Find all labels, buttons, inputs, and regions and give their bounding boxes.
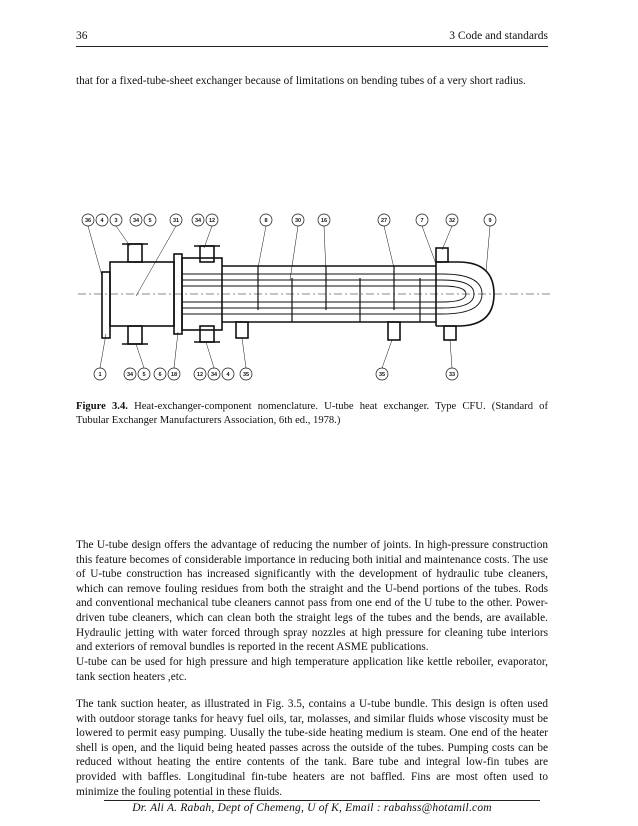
callout-label: 32 bbox=[448, 218, 456, 224]
figure-caption bbox=[76, 400, 548, 428]
callout-label: 33 bbox=[448, 372, 456, 378]
callout-label: 16 bbox=[320, 218, 328, 224]
callout-label: 12 bbox=[196, 372, 204, 378]
page-number: 36 bbox=[76, 30, 88, 42]
callout-label: 34 bbox=[132, 218, 140, 224]
callout-label: 34 bbox=[210, 372, 218, 378]
footer-rule bbox=[104, 800, 540, 801]
callout-label: 9 bbox=[488, 218, 492, 224]
callout-label: 5 bbox=[142, 372, 146, 378]
callout-label: 35 bbox=[242, 372, 250, 378]
exchanger-drawing bbox=[76, 206, 552, 390]
callout-label: 35 bbox=[378, 372, 386, 378]
callout-label: 12 bbox=[208, 218, 216, 224]
callout-label: 30 bbox=[294, 218, 302, 224]
paragraph-u-tube-uses: U-tube can be used for high pressure and high temperature application like kettle reboiler, evaporator, tank section heaters ,etc. bbox=[76, 656, 548, 683]
callout-label: 34 bbox=[194, 218, 202, 224]
intro-paragraph: that for a fixed-tube-sheet exchanger because of limitations on bending tubes of a very short radius. bbox=[76, 75, 526, 87]
callout-label: 36 bbox=[84, 218, 92, 224]
callout-label: 31 bbox=[172, 218, 180, 224]
callout-label: 4 bbox=[226, 372, 230, 378]
callout-label: 8 bbox=[264, 218, 268, 224]
figure-label: Figure 3.4. bbox=[76, 401, 128, 412]
callout-label: 1 bbox=[98, 372, 102, 378]
paragraph-u-tube-design: The U-tube design offers the advantage of reducing the number of joints. In high-pressure construction this feature becomes of considerable importance in reducing both initial and maintenance costs. The use of U-tube construction has increased significantly with the development of hydraulic tube cleaners, which can remove fouling residues from both the straight and the U-bend portions of the tubes. Rods and conventional mechanical tube cleaners cannot pass from one end of the U tube to the other. Power-driven tube cleaners, which can clean both the straight legs of the tubes and the bends, are available. Hydraulic jetting with water forced through spray nozzles at high pressure for cleaning tube interiors and exteriors of removal bundles is reported in the recent ASME publications. bbox=[76, 539, 548, 654]
page-footer bbox=[76, 800, 548, 818]
callout-label: 34 bbox=[126, 372, 134, 378]
u-tube-exchanger-figure bbox=[76, 206, 552, 390]
paragraph-tank-suction-heater: The tank suction heater, as illustrated in Fig. 3.5, contains a U-tube bundle. This design is often used with outdoor storage tanks for heavy fuel oils, tar, molasses, and similar fluids whose viscosity must be lowered to permit easy pumping. Uusally the tube-side heating medium is steam. One end of the heater shell is open, and the liquid being heated passes across the outside of the tubes. Pumping costs can be reduced without heating the entire contents of the tank. Bare tube and integral low-fin tubes are provided with baffles. Longitudinal fin-tube heaters are not baffled. Fins are most often used to minimize the fouling potential in these fluids. bbox=[76, 698, 548, 798]
running-header bbox=[76, 30, 548, 47]
callout-label: 7 bbox=[420, 218, 424, 224]
caption-text: Heat-exchanger-component nomenclature. U-tube heat exchanger. Type CFU. (Standard of Tubular Exchanger Manufacturers Association, 6th ed., 1978.) bbox=[76, 401, 548, 426]
callout-label: 27 bbox=[380, 218, 388, 224]
callout-label: 18 bbox=[170, 372, 178, 378]
callout-label: 3 bbox=[114, 218, 118, 224]
chapter-title: 3 Code and standards bbox=[449, 30, 548, 42]
callout-label: 5 bbox=[148, 218, 152, 224]
footer-author-line: Dr. Ali A. Rabah, Dept of Chemeng, U of K, Email : rabahss@hotamil.com bbox=[132, 802, 492, 814]
callout-label: 4 bbox=[100, 218, 104, 224]
callout-label: 6 bbox=[158, 372, 162, 378]
